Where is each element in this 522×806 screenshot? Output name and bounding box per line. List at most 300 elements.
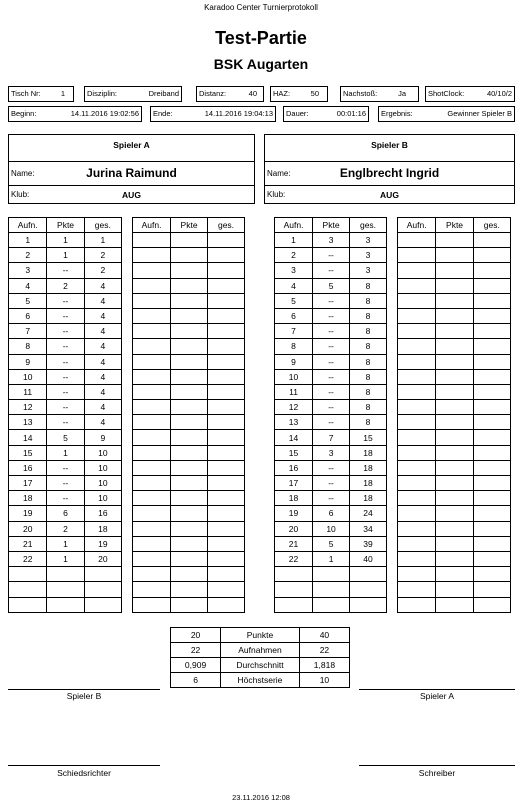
- table-cell: 20: [275, 521, 313, 536]
- table-cell: [350, 582, 387, 597]
- player-b-klub: AUG: [380, 190, 399, 200]
- table-cell: 22: [9, 551, 47, 566]
- table-cell: --: [47, 384, 84, 399]
- player-b-name: Englbrecht Ingrid: [339, 166, 440, 180]
- disziplin-field: [84, 86, 182, 102]
- table-cell: --: [313, 460, 350, 475]
- table-row: [133, 430, 245, 445]
- table-row: [275, 384, 387, 399]
- table-row: [133, 445, 245, 460]
- table-row: [275, 308, 387, 323]
- table-cell: 3: [350, 248, 387, 263]
- table-cell: 5: [47, 430, 84, 445]
- table-cell: 4: [84, 354, 121, 369]
- table-cell: [473, 248, 510, 263]
- table-row: [275, 248, 387, 263]
- table-cell: [84, 567, 121, 582]
- table-cell: [436, 597, 473, 612]
- table-row: [398, 551, 511, 566]
- table-cell: [436, 354, 473, 369]
- table-cell: [473, 278, 510, 293]
- table-cell: 34: [350, 521, 387, 536]
- player-b-name-label: Name:: [267, 169, 291, 178]
- table-cell: [398, 384, 436, 399]
- table-cell: 40: [350, 551, 387, 566]
- table-cell: [473, 551, 510, 566]
- table-cell: [473, 430, 510, 445]
- page-subtitle: BSK Augarten: [213, 56, 309, 72]
- table-row: [9, 460, 122, 475]
- table-cell: [398, 460, 436, 475]
- table-row: [9, 415, 122, 430]
- player-a-box: [8, 134, 255, 204]
- table-cell: [133, 506, 171, 521]
- ergebnis-field: [378, 106, 515, 122]
- table-cell: [436, 369, 473, 384]
- table-cell: 2: [275, 248, 313, 263]
- table-cell: [398, 324, 436, 339]
- table-cell: [436, 415, 473, 430]
- column-header: Aufn.: [133, 218, 171, 233]
- table-cell: [208, 445, 245, 460]
- table-cell: [133, 308, 171, 323]
- table-cell: --: [313, 293, 350, 308]
- table-cell: 3: [313, 233, 350, 248]
- table-cell: [133, 293, 171, 308]
- table-cell: --: [47, 339, 84, 354]
- table-cell: [208, 233, 245, 248]
- table-cell: [436, 551, 473, 566]
- table-cell: [398, 521, 436, 536]
- haz-value: 50: [310, 89, 319, 98]
- table-row: [275, 233, 387, 248]
- tisch-label: Tisch Nr:: [11, 89, 41, 98]
- table-cell: 19: [84, 536, 121, 551]
- table-cell: [9, 567, 47, 582]
- table-row: [9, 551, 122, 566]
- table-row: [398, 460, 511, 475]
- table-cell: [436, 460, 473, 475]
- table-cell: 1: [47, 551, 84, 566]
- signature-label-spieler-b: Spieler B: [66, 691, 102, 701]
- table-row: [133, 263, 245, 278]
- table-cell: [436, 521, 473, 536]
- table-cell: [313, 582, 350, 597]
- table-cell: [436, 339, 473, 354]
- table-row: [133, 369, 245, 384]
- table-cell: --: [47, 400, 84, 415]
- table-row: [133, 233, 245, 248]
- table-row: [9, 384, 122, 399]
- table-cell: [208, 551, 245, 566]
- table-cell: 4: [84, 308, 121, 323]
- table-cell: 18: [275, 491, 313, 506]
- table-cell: [473, 233, 510, 248]
- table-cell: 1: [313, 551, 350, 566]
- table-cell: --: [47, 491, 84, 506]
- table-cell: [171, 278, 208, 293]
- table-cell: [133, 567, 171, 582]
- table-cell: 8: [350, 339, 387, 354]
- column-header: Aufn.: [275, 218, 313, 233]
- table-cell: 3: [9, 263, 47, 278]
- table-row: [398, 248, 511, 263]
- shotclock-label: ShotClock:: [428, 89, 465, 98]
- table-row: [398, 567, 511, 582]
- table-cell: 8: [350, 293, 387, 308]
- table-cell: 4: [84, 400, 121, 415]
- table-cell: [171, 400, 208, 415]
- score-header-row: [9, 218, 122, 233]
- column-header: Pkte: [436, 218, 473, 233]
- table-cell: [398, 582, 436, 597]
- table-cell: [473, 460, 510, 475]
- player-b-box: [264, 134, 515, 204]
- table-row: [275, 582, 387, 597]
- ende-field: [150, 106, 276, 122]
- score-header-row: [133, 218, 245, 233]
- table-cell: [171, 339, 208, 354]
- table-cell: [473, 415, 510, 430]
- document-header: Karadoo Center Turnierprotokoll: [204, 3, 318, 12]
- table-cell: 18: [9, 491, 47, 506]
- table-cell: [208, 521, 245, 536]
- shotclock-value: 40/10/2: [486, 89, 512, 98]
- table-cell: 21: [9, 536, 47, 551]
- signature-line-right-bottom: [359, 765, 515, 766]
- table-cell: [398, 354, 436, 369]
- table-row: [133, 597, 245, 612]
- table-cell: [133, 263, 171, 278]
- table-cell: [171, 491, 208, 506]
- column-header: Aufn.: [9, 218, 47, 233]
- table-cell: [473, 400, 510, 415]
- beginn-value: 14.11.2016 19:02:56: [70, 109, 139, 118]
- table-row: [398, 263, 511, 278]
- score-table-a-2: [132, 217, 245, 613]
- table-cell: [398, 248, 436, 263]
- table-cell: --: [313, 339, 350, 354]
- table-row: [133, 521, 245, 536]
- table-cell: --: [47, 354, 84, 369]
- disziplin-value: Dreiband: [148, 89, 179, 98]
- table-row: [398, 308, 511, 323]
- table-row: [9, 369, 122, 384]
- table-cell: 4: [84, 415, 121, 430]
- table-cell: [473, 339, 510, 354]
- table-cell: --: [313, 263, 350, 278]
- table-row: [398, 415, 511, 430]
- table-row: [133, 460, 245, 475]
- table-cell: [398, 536, 436, 551]
- table-cell: [398, 233, 436, 248]
- table-cell: [171, 248, 208, 263]
- table-cell: [398, 506, 436, 521]
- table-row: [398, 476, 511, 491]
- table-row: [9, 248, 122, 263]
- summary-value: 6: [171, 673, 221, 688]
- table-cell: [398, 400, 436, 415]
- table-cell: 17: [275, 476, 313, 491]
- table-row: [398, 521, 511, 536]
- table-row: [275, 460, 387, 475]
- table-row: [398, 369, 511, 384]
- column-header: Aufn.: [398, 218, 436, 233]
- nachstoss-label: Nachstoß:: [343, 89, 378, 98]
- table-row: [9, 506, 122, 521]
- table-row: [9, 233, 122, 248]
- column-header: ges.: [84, 218, 121, 233]
- table-cell: 1: [47, 248, 84, 263]
- table-cell: 3: [313, 445, 350, 460]
- table-cell: 8: [275, 339, 313, 354]
- table-row: [133, 308, 245, 323]
- player-a-klub-label: Klub:: [11, 190, 30, 199]
- table-cell: 8: [350, 308, 387, 323]
- table-cell: [436, 233, 473, 248]
- table-cell: [436, 400, 473, 415]
- table-cell: 8: [350, 415, 387, 430]
- dauer-field: [283, 106, 369, 122]
- table-cell: 6: [47, 506, 84, 521]
- table-cell: [9, 582, 47, 597]
- table-cell: [171, 415, 208, 430]
- table-cell: [398, 551, 436, 566]
- table-cell: 5: [9, 293, 47, 308]
- table-cell: [133, 278, 171, 293]
- table-cell: [133, 384, 171, 399]
- table-cell: [436, 506, 473, 521]
- table-cell: [208, 567, 245, 582]
- table-row: [398, 582, 511, 597]
- table-cell: [398, 445, 436, 460]
- table-cell: 10: [84, 445, 121, 460]
- table-cell: 9: [84, 430, 121, 445]
- table-cell: [208, 597, 245, 612]
- table-cell: [208, 400, 245, 415]
- table-cell: [133, 521, 171, 536]
- table-row: [398, 597, 511, 612]
- summary-value: 10: [299, 673, 349, 688]
- table-cell: [133, 582, 171, 597]
- table-row: [398, 400, 511, 415]
- table-row: [9, 536, 122, 551]
- table-cell: 14: [275, 430, 313, 445]
- summary-row: [171, 658, 350, 673]
- print-date: 23.11.2016 12:08: [232, 793, 290, 802]
- column-header: Pkte: [313, 218, 350, 233]
- table-cell: 7: [9, 324, 47, 339]
- table-row: [9, 308, 122, 323]
- table-row: [275, 369, 387, 384]
- table-cell: [473, 308, 510, 323]
- score-header-row: [398, 218, 511, 233]
- table-cell: [171, 308, 208, 323]
- table-cell: 10: [84, 491, 121, 506]
- table-cell: [171, 445, 208, 460]
- table-cell: [9, 597, 47, 612]
- table-cell: [398, 430, 436, 445]
- table-row: [9, 430, 122, 445]
- table-cell: [133, 369, 171, 384]
- table-cell: [47, 597, 84, 612]
- table-row: [398, 384, 511, 399]
- table-row: [9, 354, 122, 369]
- summary-value: 40: [299, 628, 349, 643]
- table-cell: 5: [275, 293, 313, 308]
- table-cell: 16: [275, 460, 313, 475]
- table-cell: --: [313, 369, 350, 384]
- shotclock-field: [425, 86, 515, 102]
- table-cell: 10: [84, 460, 121, 475]
- table-cell: 11: [275, 384, 313, 399]
- table-cell: 8: [350, 278, 387, 293]
- table-cell: [473, 324, 510, 339]
- player-b-klub-label: Klub:: [267, 190, 286, 199]
- table-cell: [208, 293, 245, 308]
- table-cell: [436, 324, 473, 339]
- table-cell: 8: [350, 369, 387, 384]
- table-cell: 4: [84, 324, 121, 339]
- haz-label: HAZ:: [273, 89, 291, 98]
- table-cell: [473, 293, 510, 308]
- table-cell: [436, 536, 473, 551]
- table-cell: [398, 308, 436, 323]
- beginn-label: Beginn:: [11, 109, 37, 118]
- table-cell: [133, 400, 171, 415]
- table-cell: [208, 536, 245, 551]
- table-cell: [208, 430, 245, 445]
- table-cell: [436, 278, 473, 293]
- table-cell: [473, 521, 510, 536]
- table-cell: [436, 567, 473, 582]
- table-cell: [398, 567, 436, 582]
- table-cell: [350, 567, 387, 582]
- table-cell: 22: [275, 551, 313, 566]
- distanz-field: [196, 86, 264, 102]
- table-cell: [436, 582, 473, 597]
- table-cell: [398, 491, 436, 506]
- table-row: [275, 521, 387, 536]
- score-table-b-1: [274, 217, 387, 613]
- summary-value: 0,909: [171, 658, 221, 673]
- table-row: [133, 415, 245, 430]
- table-cell: [398, 263, 436, 278]
- ende-label: Ende:: [153, 109, 173, 118]
- table-cell: [436, 491, 473, 506]
- table-cell: 4: [84, 293, 121, 308]
- table-cell: 14: [9, 430, 47, 445]
- table-cell: [47, 567, 84, 582]
- table-cell: 16: [9, 460, 47, 475]
- table-cell: [171, 263, 208, 278]
- table-row: [9, 278, 122, 293]
- table-cell: 8: [9, 339, 47, 354]
- table-cell: [84, 582, 121, 597]
- table-cell: --: [47, 460, 84, 475]
- table-cell: 11: [9, 384, 47, 399]
- table-row: [275, 567, 387, 582]
- table-cell: 1: [47, 536, 84, 551]
- table-cell: [398, 293, 436, 308]
- table-cell: [208, 476, 245, 491]
- table-cell: [208, 339, 245, 354]
- table-row: [133, 491, 245, 506]
- table-row: [275, 430, 387, 445]
- score-table-b-2: [397, 217, 511, 613]
- player-a-name-label: Name:: [11, 169, 35, 178]
- table-row: [275, 445, 387, 460]
- column-header: ges.: [350, 218, 387, 233]
- table-cell: 16: [84, 506, 121, 521]
- table-cell: [436, 445, 473, 460]
- table-row: [275, 506, 387, 521]
- table-cell: 2: [84, 263, 121, 278]
- table-row: [133, 384, 245, 399]
- table-cell: [133, 460, 171, 475]
- table-cell: [473, 354, 510, 369]
- table-cell: 15: [9, 445, 47, 460]
- table-row: [275, 476, 387, 491]
- table-row: [275, 354, 387, 369]
- table-cell: 4: [84, 339, 121, 354]
- table-cell: [398, 339, 436, 354]
- table-cell: 15: [350, 430, 387, 445]
- table-cell: 9: [9, 354, 47, 369]
- table-row: [9, 491, 122, 506]
- table-cell: [133, 597, 171, 612]
- beginn-field: [8, 106, 142, 122]
- column-header: ges.: [208, 218, 245, 233]
- table-cell: [275, 567, 313, 582]
- table-cell: --: [313, 384, 350, 399]
- table-row: [133, 354, 245, 369]
- table-cell: 19: [275, 506, 313, 521]
- table-cell: [133, 491, 171, 506]
- table-row: [133, 248, 245, 263]
- score-header-row: [275, 218, 387, 233]
- table-cell: 13: [9, 415, 47, 430]
- table-cell: 12: [9, 400, 47, 415]
- player-b-heading: Spieler B: [371, 140, 408, 150]
- table-cell: 21: [275, 536, 313, 551]
- summary-table: [170, 627, 350, 688]
- table-row: [398, 233, 511, 248]
- table-cell: [171, 536, 208, 551]
- table-cell: 4: [84, 278, 121, 293]
- nachstoss-field: [340, 86, 419, 102]
- table-cell: --: [313, 491, 350, 506]
- distanz-value: 40: [248, 89, 257, 98]
- table-cell: 4: [275, 278, 313, 293]
- table-row: [9, 521, 122, 536]
- table-cell: [133, 536, 171, 551]
- table-row: [9, 445, 122, 460]
- table-cell: 3: [275, 263, 313, 278]
- table-cell: [208, 278, 245, 293]
- table-cell: 1: [275, 233, 313, 248]
- dauer-label: Dauer:: [286, 109, 309, 118]
- signature-label-schiedsrichter: Schiedsrichter: [57, 768, 111, 778]
- table-cell: [133, 354, 171, 369]
- table-cell: [171, 430, 208, 445]
- table-cell: [133, 324, 171, 339]
- table-cell: 2: [47, 278, 84, 293]
- table-cell: [133, 476, 171, 491]
- table-row: [398, 354, 511, 369]
- table-row: [133, 536, 245, 551]
- table-row: [275, 597, 387, 612]
